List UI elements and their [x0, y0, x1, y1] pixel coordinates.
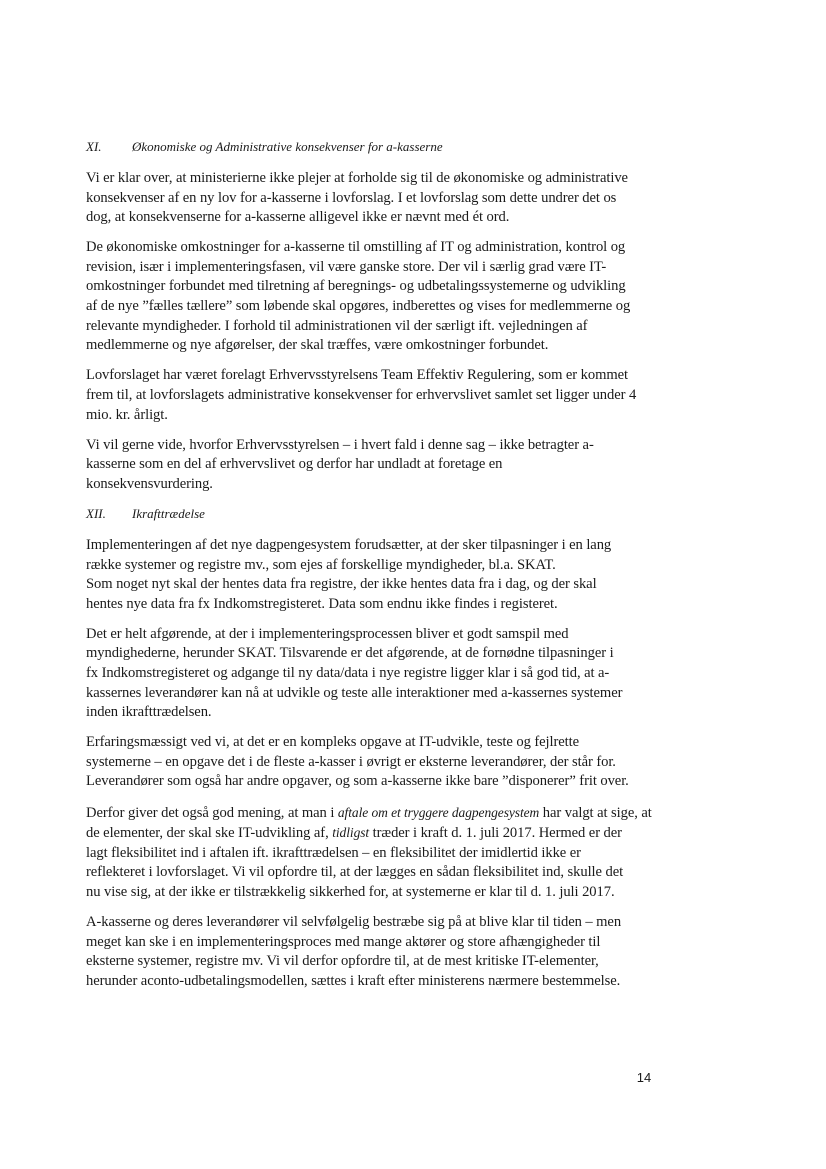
text-line: række systemer og registre mv., som ejes af forskellige myndigheder, bl.a. SKAT.: [86, 556, 556, 573]
paragraph: [86, 625, 676, 723]
text-line: Erfaringsmæssigt ved vi, at det er en kompleks opgave at IT-udvikle, teste og fejlrette: [86, 734, 580, 751]
text-line: herunder aconto-udbetalingsmodellen, sættes i kraft efter ministerens nærmere bestemmelse.: [86, 972, 621, 989]
text-line: medlemmerne og nye afgørelser, der skal træffes, være omkostninger forbundet.: [86, 337, 549, 354]
section-number: XII.: [86, 505, 106, 521]
text-line: De økonomiske omkostninger for a-kasserne til omstilling af IT og administration, kontrol og: [86, 239, 626, 256]
text-run: de elementer, der skal ske IT-udvikling af,: [86, 825, 333, 842]
paragraph: [86, 803, 676, 903]
text-line: omkostninger forbundet med tilretning af beregnings- og udbetalingssystemerne og udvikling: [86, 278, 626, 295]
text-line: Det er helt afgørende, at der i implementeringsprocessen bliver et godt samspil med: [86, 625, 569, 642]
text-line: meget kan ske i en implementeringsproces med mange aktører og store afhængigheder til: [86, 933, 601, 950]
paragraph: [86, 913, 676, 991]
paragraph: [86, 436, 676, 495]
text-line: Vi vil gerne vide, hvorfor Erhvervsstyrelsen – i hvert fald i denne sag – ikke betragter a-: [86, 436, 594, 453]
text-line: revision, især i implementeringsfasen, vil være ganske store. Der vil i særlig grad være IT-: [86, 258, 607, 275]
text-line: lagt fleksibilitet ind i aftalen ift. ikrafttrædelsen – en fleksibilitet der imidlertid ikke er: [86, 844, 581, 861]
text-line: myndighederne, herunder SKAT. Tilsvarende er det afgørende, at de fornødne tilpasninger i: [86, 645, 614, 662]
paragraph: [86, 169, 676, 228]
paragraph: [86, 366, 676, 425]
section-title: Ikrafttrædelse: [132, 505, 205, 521]
text-line: inden ikrafttrædelsen.: [86, 704, 212, 721]
page-number: 14: [636, 1070, 652, 1085]
paragraph: [86, 536, 676, 614]
text-line: Som noget nyt skal der hentes data fra registre, der ikke hentes data fra i dag, og der skal: [86, 576, 597, 593]
text-line: af de nye ”fælles tællere” som løbende skal opgøres, indberettes og vises for medlemmerne og: [86, 298, 631, 315]
text-line: [86, 803, 676, 824]
document-page: [86, 138, 676, 1002]
text-line: Leverandører som også har andre opgaver, og som a-kasserne ikke bare ”disponerer” frit over.: [86, 773, 629, 790]
section-heading-xi: [86, 138, 676, 156]
italic-text: tidligst: [332, 825, 370, 841]
text-line: hentes nye data fra fx Indkomstregisteret. Data som endnu ikke findes i registeret.: [86, 595, 558, 612]
text-line: [86, 823, 676, 844]
section-number: XI.: [86, 139, 102, 154]
text-line: nu vise sig, at der ikke er tilstrækkelig sikkerhed for, at systemerne er klar til d. 1. juli 2017.: [86, 883, 615, 900]
text-line: konsekvensvurdering.: [86, 475, 213, 492]
text-line: Vi er klar over, at ministerierne ikke plejer at forholde sig til de økonomiske og administrative: [86, 170, 628, 186]
section-title: Økonomiske og Administrative konsekvenser for a-kasserne: [132, 139, 443, 154]
text-line: frem til, at lovforslagets administrative konsekvenser for erhvervslivet samlet set ligger under 4: [86, 386, 637, 403]
text-run: har valgt at sige, at: [539, 804, 652, 821]
text-line: relevante myndigheder. I forhold til administrationen vil der særligt ift. vejledningen af: [86, 317, 588, 334]
text-line: kassernes leverandører kan nå at udvikle og teste alle interaktioner med a-kassernes systemer: [86, 684, 623, 701]
text-line: eksterne systemer, registre mv. Vi vil derfor opfordre til, at de mest kritiske IT-elementer,: [86, 953, 599, 970]
text-line: kasserne som en del af erhvervslivet og derfor har undladt at foretage en: [86, 456, 503, 473]
section-heading-xii: [86, 505, 676, 523]
paragraph: [86, 238, 676, 356]
text-line: Lovforslaget har været forelagt Erhvervsstyrelsens Team Effektiv Regulering, som er kommet: [86, 367, 628, 384]
text-line: A-kasserne og deres leverandører vil selvfølgelig bestræbe sig på at blive klar til tiden – men: [86, 914, 622, 930]
text-line: systemerne – en opgave det i de fleste a-kasser i øvrigt er eksterne leverandører, der står for.: [86, 753, 616, 770]
text-line: Implementeringen af det nye dagpengesystem forudsætter, at der sker tilpasninger i en lang: [86, 536, 612, 553]
paragraph: [86, 733, 676, 792]
text-line: reflekteret i lovforslaget. Vi vil opfordre til, at der lægges en sådan fleksibilitet ind, skulle det: [86, 864, 624, 881]
italic-text: aftale om et tryggere dagpengesystem: [337, 804, 540, 820]
text-line: dog, at konsekvenserne for a-kasserne alligevel ikke er nævnt med ét ord.: [86, 209, 510, 226]
text-line: fx Indkomstregisteret og adgange til ny data/data i nye registre ligger klar i så god tid, at a-: [86, 664, 610, 681]
text-run: træder i kraft d. 1. juli 2017. Hermed er der: [369, 825, 622, 842]
text-run: Derfor giver det også god mening, at man i: [86, 804, 338, 821]
text-line: konsekvenser af en ny lov for a-kasserne i lovforslag. I et lovforslag som dette undrer det os: [86, 189, 617, 206]
text-line: mio. kr. årligt.: [86, 406, 168, 423]
